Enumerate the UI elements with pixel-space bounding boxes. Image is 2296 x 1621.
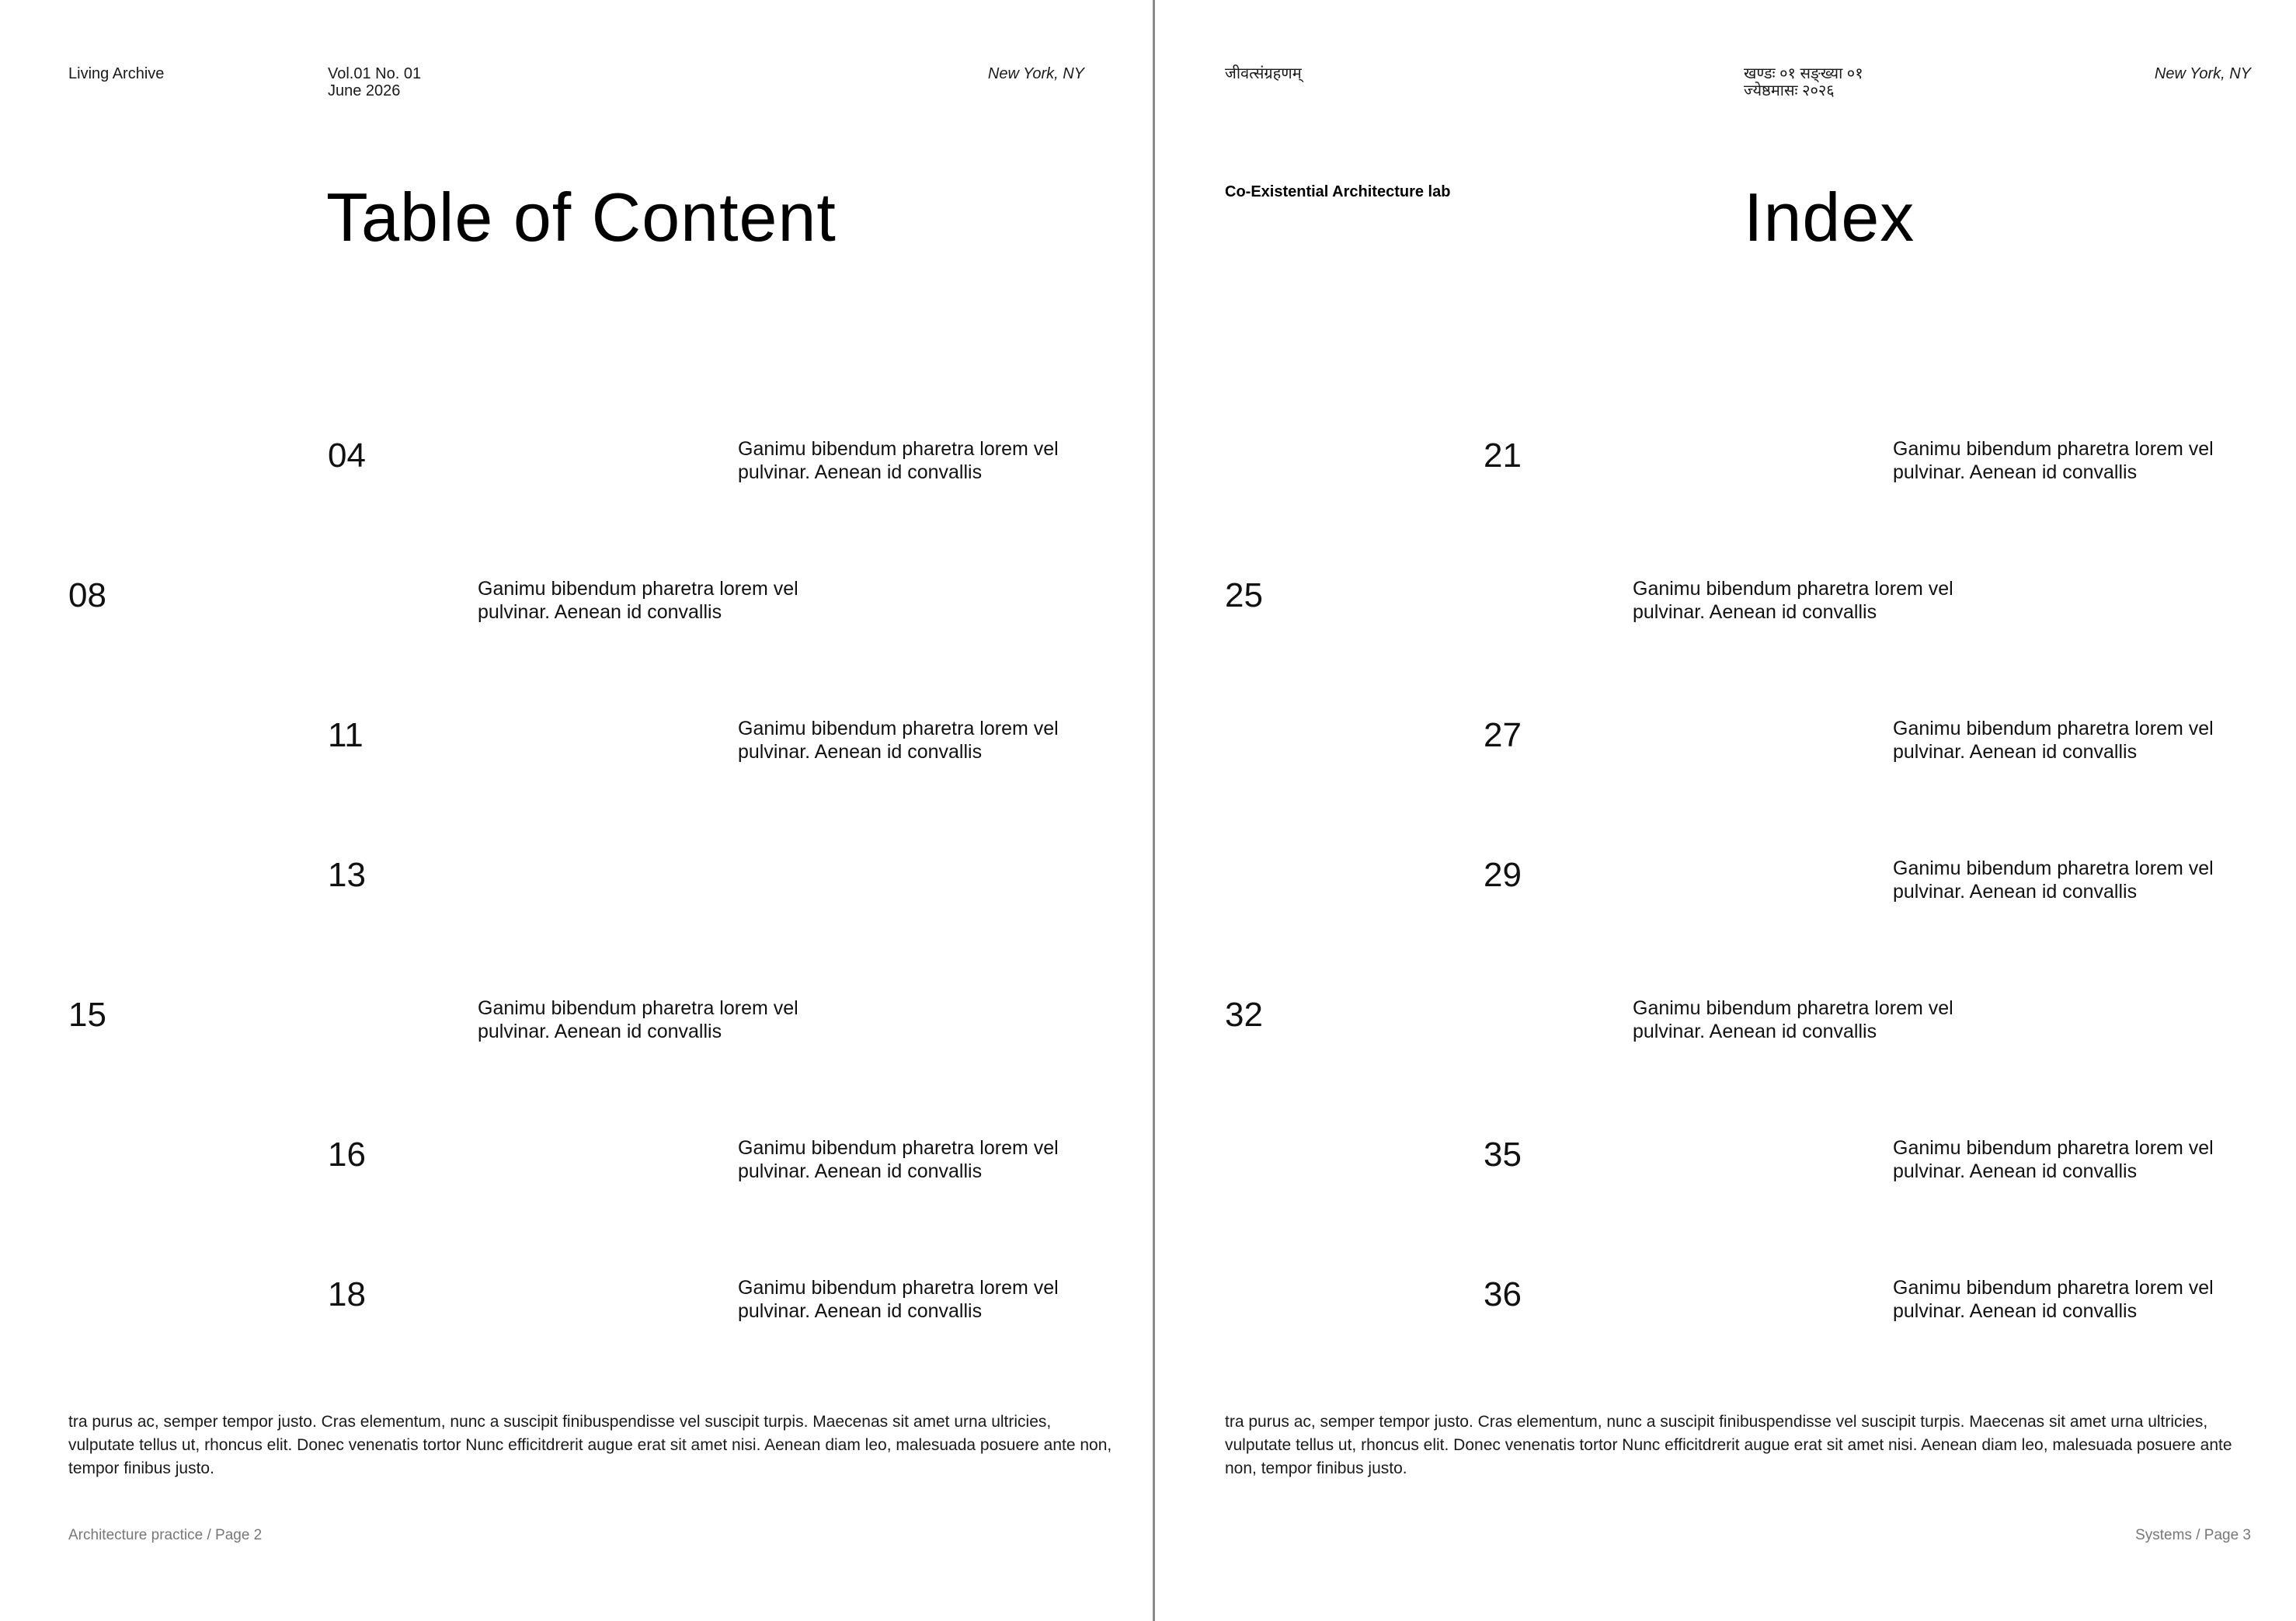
header-location: New York, NY — [987, 65, 1084, 82]
entry-number: 32 — [1225, 996, 1263, 1034]
entry-text: Ganimu bibendum pharetra lorem vel pulvinar. Aenean id convallis — [1633, 578, 1953, 623]
entry-number: 18 — [328, 1275, 366, 1313]
body-paragraph: tra purus ac, semper tempor justo. Cras elementum, nunc a suscipit finibuspendisse vel suscipit turpis. Maecenas sit amet urna ultricies, vulputate tellus ut, rhoncus elit. Donec venenatis tortor Nunc efficitdrerit augue erat sit amet nisi. Aenean diam leo, malesuada posuere ante non, tempor finibus justo. — [1225, 1413, 2232, 1477]
page-footer: Architecture practice / Page 2 — [68, 1527, 263, 1543]
entry-text: Ganimu bibendum pharetra lorem vel pulvinar. Aenean id convallis — [738, 1277, 1059, 1322]
header-brand: जीवत्संग्रहणम् — [1225, 65, 1302, 82]
header-date: June 2026 — [328, 82, 401, 99]
entry-number: 35 — [1484, 1136, 1522, 1174]
entry-text: Ganimu bibendum pharetra lorem vel pulvinar. Aenean id convallis — [738, 718, 1059, 763]
header-issue — [328, 65, 421, 99]
right-page — [1155, 0, 2296, 1621]
entry-number: 29 — [1484, 856, 1522, 894]
entry-text: Ganimu bibendum pharetra lorem vel pulvinar. Aenean id convallis — [478, 578, 798, 623]
page-title: Index — [1744, 179, 1915, 256]
header-volume: खण्डः ०१ सङ्ख्या ०१ — [1744, 65, 1863, 82]
entry-number: 25 — [1225, 576, 1263, 614]
entry-number: 36 — [1484, 1275, 1522, 1313]
header-date: ज्येष्ठमासः २०२६ — [1744, 82, 1835, 99]
lab-name: Co-Existential Architecture lab — [1225, 183, 1451, 200]
entry-number: 11 — [328, 716, 364, 754]
entry-text: Ganimu bibendum pharetra lorem vel pulvinar. Aenean id convallis — [1893, 438, 2214, 483]
entry-text: Ganimu bibendum pharetra lorem vel pulvinar. Aenean id convallis — [1633, 997, 1953, 1042]
page-footer: Systems / Page 3 — [2135, 1527, 2251, 1543]
entry-text: Ganimu bibendum pharetra lorem vel pulvinar. Aenean id convallis — [1893, 857, 2214, 903]
header-issue — [1744, 65, 1863, 99]
entry-text: Ganimu bibendum pharetra lorem vel pulvinar. Aenean id convallis — [1893, 1137, 2214, 1182]
header-brand: Living Archive — [68, 65, 165, 82]
entry-text: Ganimu bibendum pharetra lorem vel pulvinar. Aenean id convallis — [478, 997, 798, 1042]
entry-number: 27 — [1484, 716, 1522, 754]
entry-number: 08 — [68, 576, 106, 614]
entry-number: 21 — [1484, 437, 1522, 475]
entry-number: 15 — [68, 996, 106, 1034]
entry-text: Ganimu bibendum pharetra lorem vel pulvinar. Aenean id convallis — [1893, 718, 2214, 763]
entry-text: Ganimu bibendum pharetra lorem vel pulvinar. Aenean id convallis — [1893, 1277, 2214, 1322]
header-location: New York, NY — [2154, 65, 2251, 82]
entry-number: 13 — [328, 856, 366, 894]
page-title: Table of Content — [326, 179, 837, 256]
header-volume: Vol.01 No. 01 — [328, 65, 422, 82]
entry-number: 16 — [328, 1136, 366, 1174]
entry-number: 04 — [328, 437, 366, 475]
entry-text: Ganimu bibendum pharetra lorem vel pulvinar. Aenean id convallis — [738, 438, 1059, 483]
body-paragraph: tra purus ac, semper tempor justo. Cras elementum, nunc a suscipit finibuspendisse vel suscipit turpis. Maecenas sit amet urna ultricies, vulputate tellus ut, rhoncus elit. Donec venenatis tortor Nunc efficitdrerit augue erat sit amet nisi. Aenean diam leo, malesuada posuere ante non, tempor finibus justo. — [68, 1413, 1112, 1477]
entry-text: Ganimu bibendum pharetra lorem vel pulvinar. Aenean id convallis — [738, 1137, 1059, 1182]
